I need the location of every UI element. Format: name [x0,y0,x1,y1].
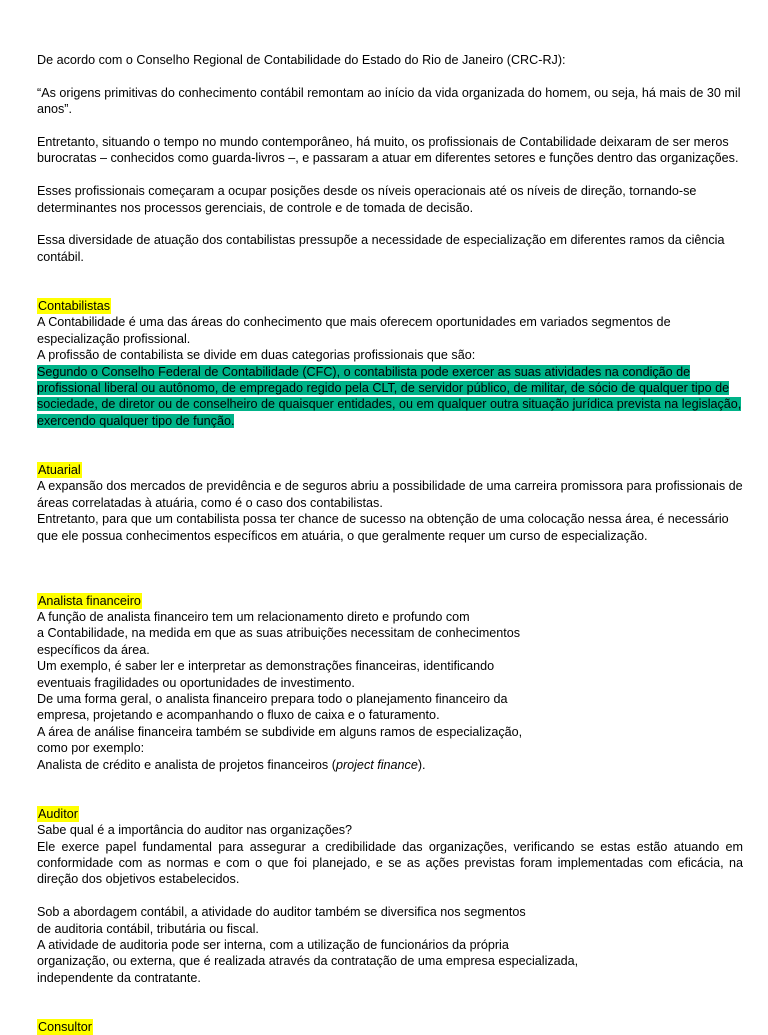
section-consultor [37,1003,743,1035]
heading-analista-financeiro: Analista financeiro [38,593,141,608]
analista-block: A função de analista financeiro tem um relacionamento direto e profundo com a Contabilidade, na medida em que as suas atribuições necessitam de conhecimentos específicos da área. Um exemplo, é saber ler e interpretar as demonstrações financeiras, identificando eventuais fragilidades ou oportunidades de investimento. De uma forma geral, o analista financeiro prepara todo o planejamento financeiro da empresa, projetando e acompanhando o fluxo de caixa e o faturamento. A área de análise financeira também se subdivide em alguns ramos de especialização, como por exemplo: [37,609,523,756]
section-atuarial [37,446,743,479]
heading-auditor: Auditor [38,806,78,821]
contabilistas-line-2: A profissão de contabilista se divide em duas categorias profissionais que são: [37,348,476,363]
auditor-block: Sob a abordagem contábil, a atividade do auditor também se diversifica nos segmentos de auditoria contábil, tributária ou fiscal. A atividade de auditoria pode ser interna, com a utilização de funcionários da própria organização, ou externa, que é realizada através da contratação de uma empresa especializada, independente da contratante. [37,905,579,985]
analista-last-suffix: ). [417,757,426,772]
heading-atuarial: Atuarial [38,463,81,478]
heading-consultor: Consultor [38,1020,92,1035]
section-contabilistas [37,282,743,315]
analista-last-prefix: Analista de crédito e analista de projetos financeiros ( [37,757,336,772]
document-page [37,52,743,1035]
intro-source-line: De acordo com o Conselho Regional de Contabilidade do Estado do Rio de Janeiro (CRC-RJ): [37,53,566,67]
intro-paragraph-1: Entretanto, situando o tempo no mundo contemporâneo, há muito, os profissionais de Contabilidade deixaram de ser meros burocratas – conhecidos como guarda-livros –, e passaram a atuar em diferentes setores e funções dentro das organizações. [37,135,739,166]
intro-paragraph-3: Essa diversidade de atuação dos contabilistas pressupõe a necessidade de especialização em diferentes ramos da ciência contábil. [37,233,725,264]
section-auditor [37,789,743,822]
contabilistas-highlighted-paragraph [37,364,743,430]
atuarial-line-2: Entretanto, para que um contabilista possa ter chance de sucesso na obtenção de uma colocação nessa área, é necessário que ele possua conhecimentos específicos em atuária, o que geralmente requer um curso de especialização. [37,512,729,543]
auditor-paragraph: Ele exerce papel fundamental para assegurar a credibilidade das organizações, verificando se estas estão atuando em conformidade com as normas e com o que foi planejado, e se as ações previstas foram implementadas com eficácia, na direção dos objetivos estabelecidos. [37,839,743,887]
section-analista [37,576,743,609]
contabilistas-line-1: A Contabilidade é uma das áreas do conhecimento que mais oferecem oportunidades em variados segmentos de especialização profissional. [37,315,671,346]
heading-contabilistas: Contabilistas [38,299,111,314]
analista-last-italic: project finance [335,757,418,772]
auditor-question: Sabe qual é a importância do auditor nas organizações? [37,823,353,838]
analista-last-line [37,757,743,773]
intro-quote: “As origens primitivas do conhecimento contábil remontam ao início da vida organizada do homem, ou seja, há mais de 30 mil anos”. [37,85,741,117]
atuarial-line-1: A expansão dos mercados de previdência e de seguros abriu a possibilidade de uma carreira promissora para profissionais de áreas correlatadas à atuária, como é o caso dos contabilistas. [37,479,743,510]
intro-paragraph-2: Esses profissionais começaram a ocupar posições desde os níveis operacionais até os níveis de direção, tornando-se determinantes nos processos gerenciais, de controle e de tomada de decisão. [37,184,697,215]
teal-highlight: Segundo o Conselho Federal de Contabilidade (CFC), o contabilista pode exercer as suas atividades na condição de profissional liberal ou autônomo, de empregado regido pela CLT, de servidor público, de militar, de sócio de qualquer tipo de sociedade, de diretor ou de conselheiro de quaisquer entidades, ou em qualquer outra situação jurídica prevista na legislação, exercendo qualquer tipo de função. [37,364,742,428]
